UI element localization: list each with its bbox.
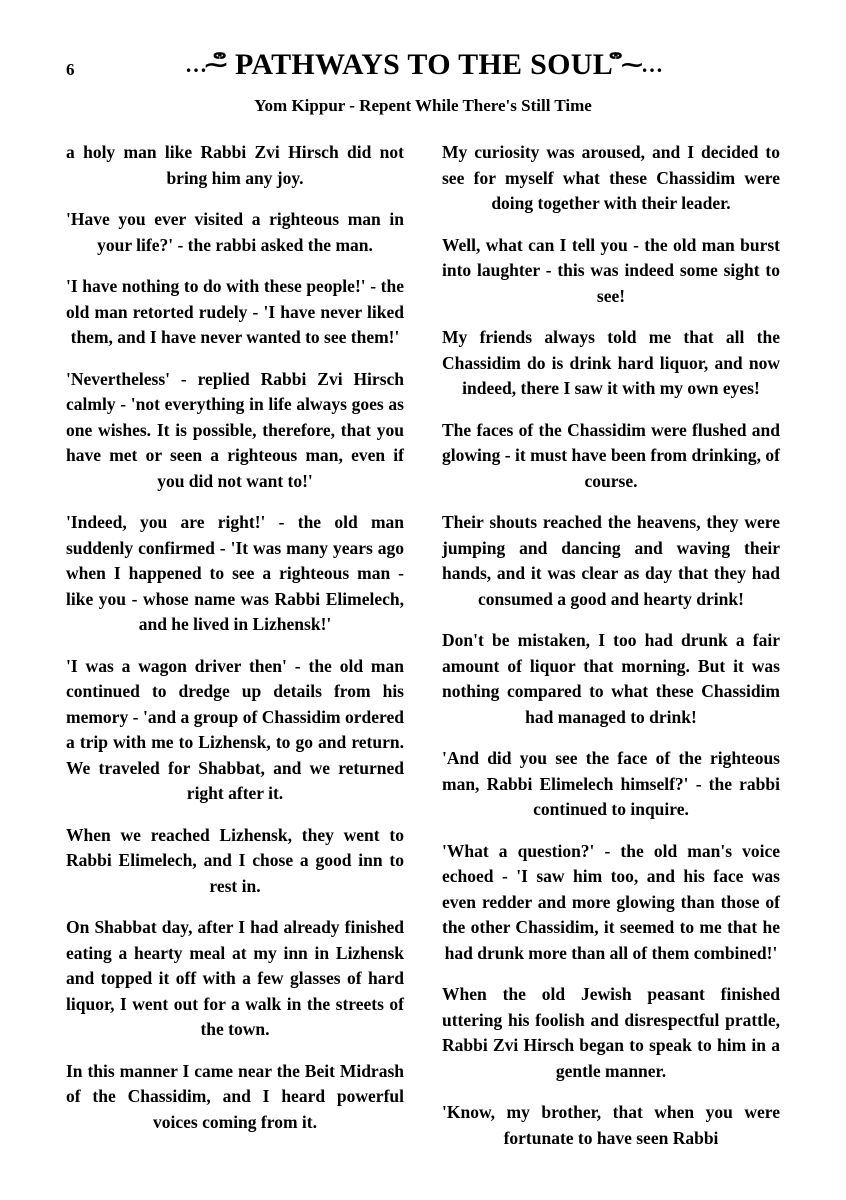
paragraph: When the old Jewish peasant finished uttering his foolish and disrespectful prattle, Rabbi Zvi Hirsch began to speak to him in a gentle manner. <box>442 984 780 1081</box>
paragraph: 'Have you ever visited a righteous man in your life?' - the rabbi asked the man. <box>66 209 404 255</box>
flourish-right-icon: ຶ⁓… <box>623 52 662 77</box>
flourish-left-icon: …⁓ຶ <box>184 52 225 77</box>
paragraph: On Shabbat day, after I had already finished eating a hearty meal at my inn in Lizhensk and topped it off with a few glasses of hard liquor, I went out for a walk in the streets of the town. <box>66 917 404 1039</box>
paragraph: My friends always told me that all the Chassidim do is drink hard liquor, and now indeed, there I saw it with my own eyes! <box>442 327 780 398</box>
paragraph: Don't be mistaken, I too had drunk a fair amount of liquor that morning. But it was nothing compared to what these Chassidim had managed to drink! <box>442 630 780 727</box>
paragraph: 'Know, my brother, that when you were fortunate to have seen Rabbi <box>442 1102 780 1148</box>
paragraph: In this manner I came near the Beit Midrash of the Chassidim, and I heard powerful voices coming from it. <box>66 1060 404 1132</box>
page-number: 6 <box>66 60 75 79</box>
paragraph: The faces of the Chassidim were flushed and glowing - it must have been from drinking, of course. <box>442 419 780 491</box>
masthead <box>0 48 846 82</box>
paragraph: My curiosity was aroused, and I decided to see for myself what these Chassidim were doing together with their leader. <box>442 142 780 213</box>
paragraph: 'What a question?' - the old man's voice echoed - 'I saw him too, and his face was even redder and more glowing than those of the other Chassidim, it seemed to me that he had drunk more than all of them combined!' <box>442 840 780 963</box>
right-column <box>442 140 780 1180</box>
paragraph: Well, what can I tell you - the old man burst into laughter - this was indeed some sight to see! <box>442 234 780 306</box>
paragraph: 'And did you see the face of the righteous man, Rabbi Elimelech himself?' - the rabbi continued to inquire. <box>442 748 780 819</box>
paragraph: Their shouts reached the heavens, they were jumping and dancing and waving their hands, and it was clear as day that they had consumed a good and hearty drink! <box>442 512 780 609</box>
paragraph: a holy man like Rabbi Zvi Hirsch did not bring him any joy. <box>66 142 404 188</box>
text-columns <box>66 140 780 1180</box>
chapter-subtitle: Yom Kippur - Repent While There's Still Time <box>254 96 592 115</box>
paragraph: 'I have nothing to do with these people!' - the old man retorted rudely - 'I have never liked them, and I have never wanted to see them!' <box>66 276 404 347</box>
left-column <box>66 140 404 1180</box>
paragraph: 'I was a wagon driver then' - the old man continued to dredge up details from his memory - 'and a group of Chassidim ordered a trip with me to Lizhensk, to go and return. We traveled for Shabbat, and we returned right after it. <box>66 655 404 803</box>
paragraph: 'Nevertheless' - replied Rabbi Zvi Hirsch calmly - 'not everything in life always goes as one wishes. It is possible, therefore, that you have met or seen a righteous man, even if you did not want to!' <box>66 368 404 491</box>
running-title: PATHWAYS TO THE SOUL <box>234 48 614 81</box>
paragraph: When we reached Lizhensk, they went to Rabbi Elimelech, and I chose a good inn to rest in. <box>66 824 404 896</box>
paragraph: 'Indeed, you are right!' - the old man suddenly confirmed - 'It was many years ago when I happened to see a righteous man - like you - whose name was Rabbi Elimelech, and he lived in Lizhensk!' <box>66 512 404 634</box>
